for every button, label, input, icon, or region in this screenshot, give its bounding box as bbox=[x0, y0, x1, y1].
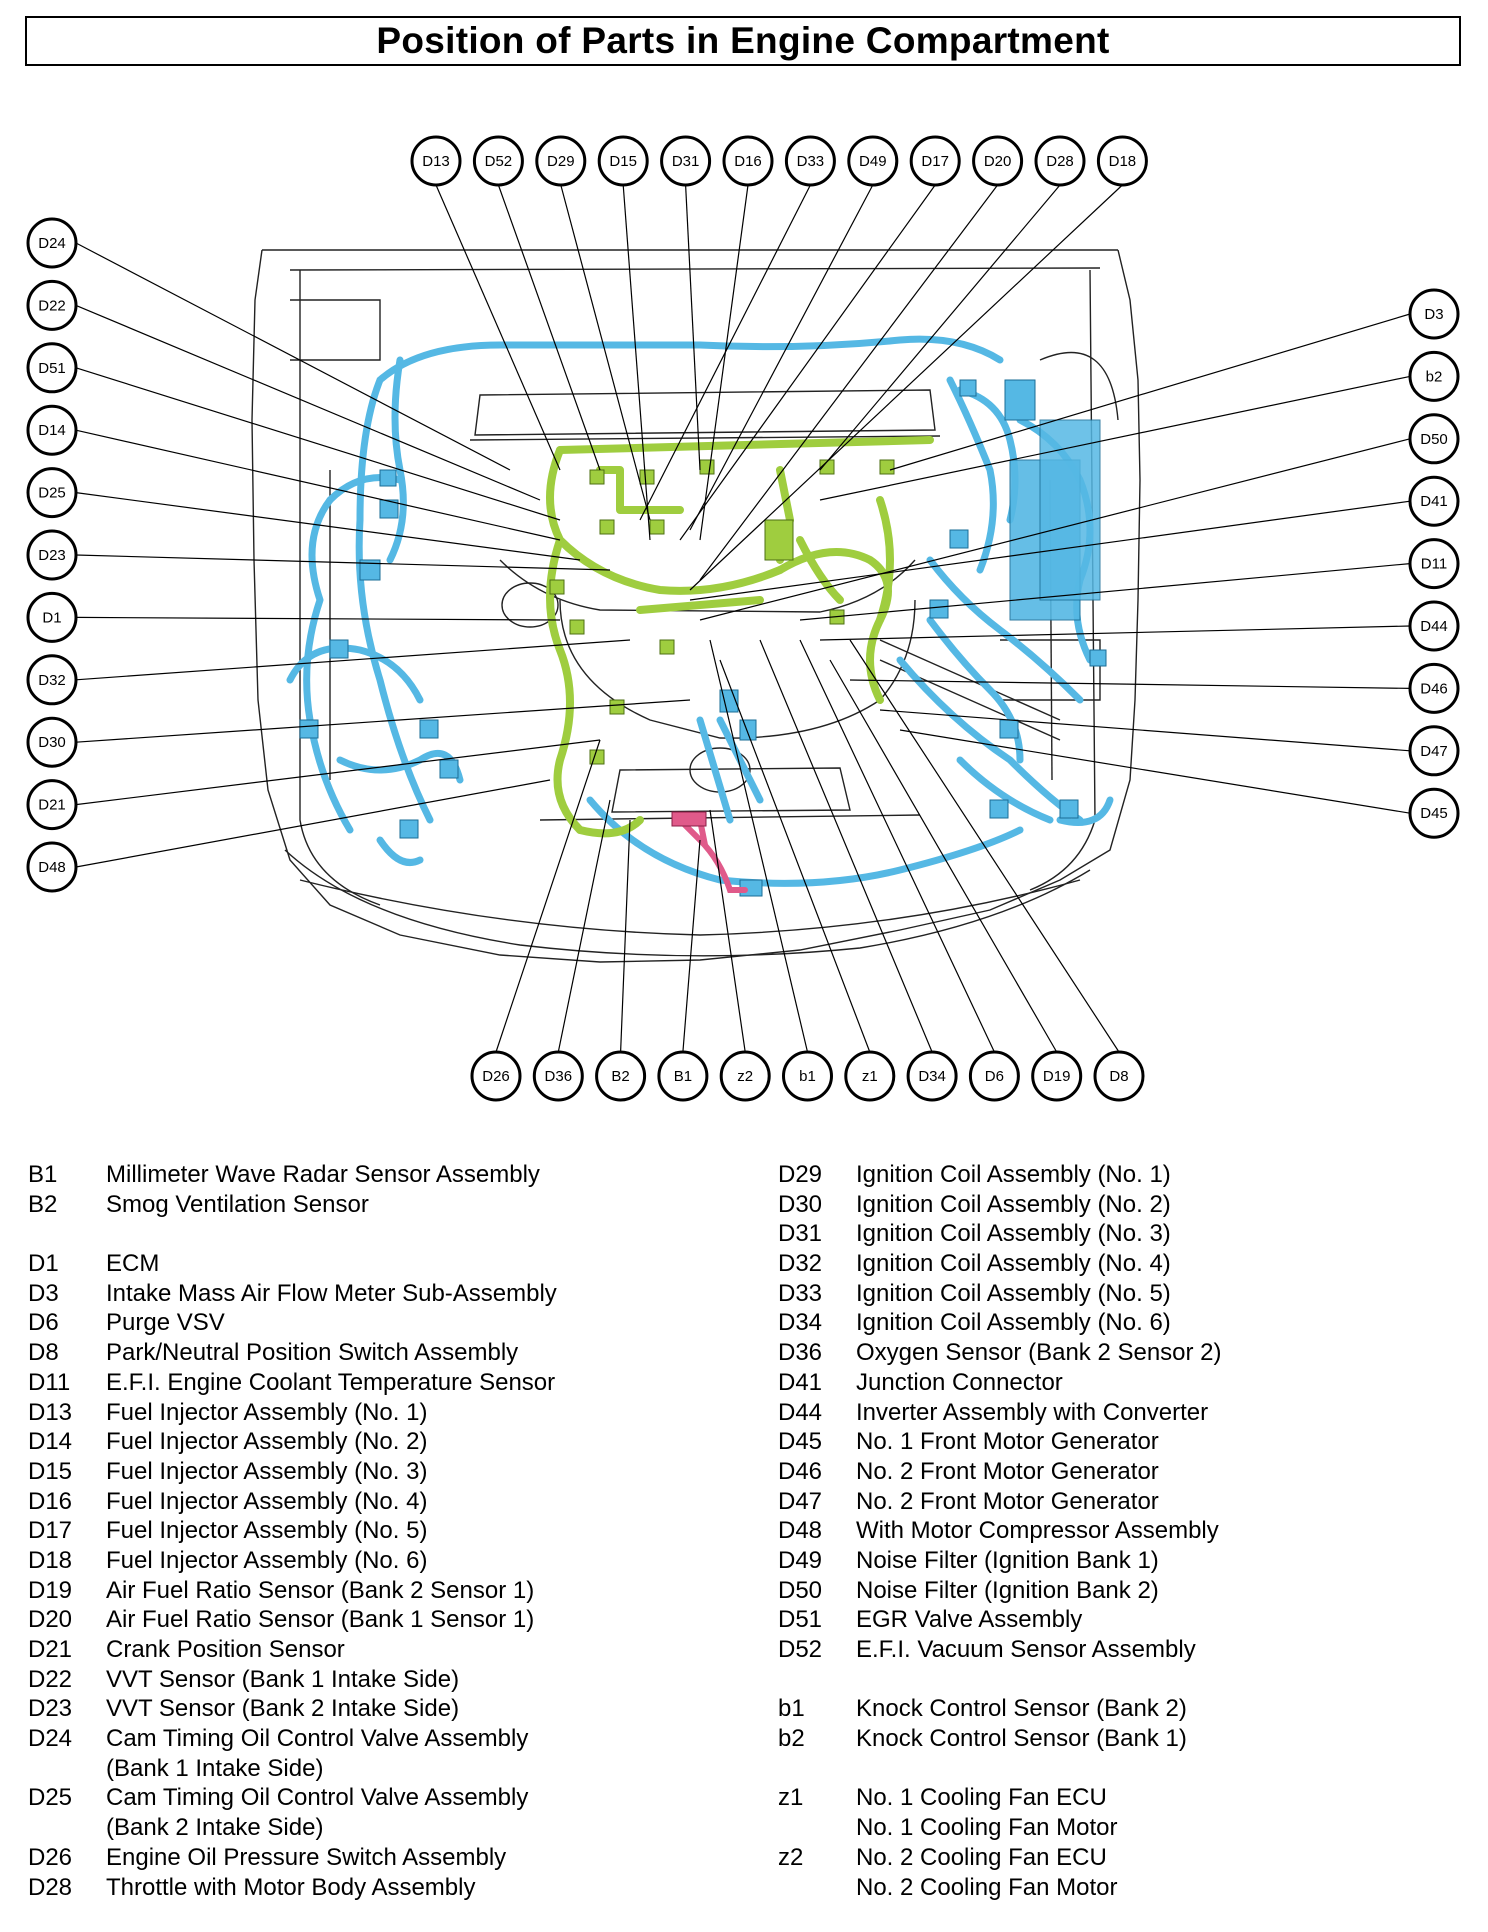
legend-code: D8 bbox=[28, 1339, 59, 1367]
legend-row bbox=[28, 1487, 557, 1517]
callout-d14 bbox=[28, 406, 76, 454]
legend-description: Junction Connector bbox=[856, 1368, 1063, 1396]
legend-code: z2 bbox=[778, 1843, 804, 1871]
legend-description: Throttle with Motor Body Assembly bbox=[106, 1873, 476, 1901]
callout-label: D18 bbox=[1108, 153, 1137, 170]
legend-code: D14 bbox=[28, 1428, 73, 1456]
callout-d17 bbox=[911, 137, 959, 185]
callout-d32 bbox=[28, 656, 76, 704]
legend-description: Millimeter Wave Radar Sensor Assembly bbox=[106, 1161, 540, 1188]
legend-description: Park/Neutral Position Switch Assembly bbox=[106, 1339, 519, 1367]
legend-code: D15 bbox=[28, 1457, 73, 1485]
legend-row bbox=[778, 1487, 1222, 1517]
legend-code: D51 bbox=[778, 1606, 823, 1634]
legend-code: D11 bbox=[28, 1368, 71, 1396]
callout-d29 bbox=[537, 137, 585, 185]
legend-row bbox=[28, 1457, 557, 1487]
legend-description: No. 2 Cooling Fan ECU bbox=[856, 1843, 1107, 1871]
callout-b1 bbox=[784, 1052, 832, 1100]
callout-d23 bbox=[28, 531, 76, 579]
legend-row bbox=[28, 1427, 557, 1457]
legend-description: Fuel Injector Assembly (No. 6) bbox=[106, 1546, 428, 1574]
legend-code: D46 bbox=[778, 1457, 823, 1485]
legend-left-column bbox=[28, 1160, 557, 1902]
callout-label: D11 bbox=[1420, 555, 1448, 573]
leader-line-b1 bbox=[710, 640, 808, 1052]
callout-d15 bbox=[599, 137, 647, 185]
legend-row bbox=[28, 1635, 557, 1665]
callout-d6 bbox=[970, 1052, 1018, 1100]
callout-label: D52 bbox=[484, 153, 513, 170]
legend-description: Smog Ventilation Sensor bbox=[106, 1190, 369, 1218]
red-connector bbox=[672, 812, 706, 826]
callout-d46 bbox=[1410, 664, 1458, 712]
legend-description: E.F.I. Vacuum Sensor Assembly bbox=[856, 1636, 1196, 1663]
legend-description: Knock Control Sensor (Bank 2) bbox=[856, 1695, 1187, 1723]
callout-d36 bbox=[534, 1052, 582, 1100]
legend-description: No. 1 Front Motor Generator bbox=[856, 1428, 1159, 1456]
legend-row bbox=[28, 1694, 557, 1724]
page-title: Position of Parts in Engine Compartment bbox=[376, 20, 1110, 61]
callout-label: D31 bbox=[671, 153, 700, 170]
legend-code bbox=[28, 1754, 106, 1784]
legend-row bbox=[28, 1516, 557, 1546]
leader-line-d22 bbox=[76, 305, 540, 500]
legend-code: D26 bbox=[28, 1843, 73, 1871]
leader-line-d30 bbox=[76, 700, 690, 742]
leader-line-d13 bbox=[436, 185, 560, 470]
callout-d18 bbox=[1098, 137, 1146, 185]
legend-code: D44 bbox=[778, 1398, 823, 1426]
legend-code: D3 bbox=[28, 1279, 59, 1307]
legend-description: Engine Oil Pressure Switch Assembly bbox=[106, 1843, 507, 1871]
callout-label: D33 bbox=[796, 153, 825, 170]
leader-line-d33 bbox=[640, 185, 810, 520]
callout-d3 bbox=[1410, 290, 1458, 338]
legend-spacer bbox=[778, 1665, 1222, 1695]
legend-row bbox=[28, 1605, 557, 1635]
legend-code: B2 bbox=[28, 1190, 58, 1218]
legend-row bbox=[778, 1516, 1222, 1546]
leader-line-b2 bbox=[621, 820, 630, 1052]
leader-line-d6 bbox=[800, 640, 994, 1052]
legend-code: D33 bbox=[778, 1279, 823, 1307]
legend-row bbox=[28, 1160, 557, 1190]
callout-label: B2 bbox=[611, 1068, 630, 1085]
callout-d41 bbox=[1410, 477, 1458, 525]
callout-label: D36 bbox=[544, 1068, 573, 1085]
legend-right-column bbox=[778, 1160, 1222, 1902]
legend-row bbox=[28, 1665, 557, 1695]
green-engine-harness bbox=[550, 440, 930, 833]
callout-label: D19 bbox=[1042, 1068, 1071, 1085]
legend-code: z1 bbox=[778, 1784, 804, 1812]
callout-label: D28 bbox=[1046, 153, 1074, 170]
legend-description: E.F.I. Engine Coolant Temperature Sensor bbox=[106, 1368, 556, 1396]
leader-line-d15 bbox=[623, 185, 650, 540]
callout-d50 bbox=[1410, 415, 1458, 463]
legend-description: With Motor Compressor Assembly bbox=[856, 1517, 1219, 1545]
legend-row bbox=[778, 1843, 1222, 1873]
leader-line-d28 bbox=[820, 185, 1060, 470]
legend-description: (Bank 1 Intake Side) bbox=[106, 1754, 324, 1782]
legend-description: Air Fuel Ratio Sensor (Bank 1 Sensor 1) bbox=[106, 1606, 535, 1634]
legend-spacer bbox=[778, 1754, 1222, 1784]
leader-line-d48 bbox=[76, 780, 550, 867]
callout-label: D21 bbox=[38, 796, 66, 814]
legend-code bbox=[28, 1813, 106, 1843]
callout-label: D41 bbox=[1420, 493, 1448, 511]
legend-row bbox=[778, 1783, 1222, 1813]
leader-line-d44 bbox=[820, 626, 1410, 640]
leader-line-d51 bbox=[76, 368, 560, 520]
callout-d51 bbox=[28, 344, 76, 392]
callout-d30 bbox=[28, 718, 76, 766]
legend-row bbox=[778, 1190, 1222, 1220]
callout-label: b2 bbox=[1425, 368, 1443, 386]
legend-description: Fuel Injector Assembly (No. 3) bbox=[106, 1457, 428, 1485]
callout-label: D30 bbox=[38, 734, 66, 752]
legend-row bbox=[778, 1308, 1222, 1338]
legend-row bbox=[28, 1338, 557, 1368]
legend-code: D25 bbox=[28, 1784, 73, 1812]
callout-label: D13 bbox=[422, 153, 450, 170]
legend-row bbox=[28, 1249, 557, 1279]
legend-description: Air Fuel Ratio Sensor (Bank 2 Sensor 1) bbox=[106, 1576, 535, 1604]
callout-d24 bbox=[28, 219, 76, 267]
legend-code: D28 bbox=[28, 1873, 73, 1901]
legend-description: Inverter Assembly with Converter bbox=[856, 1398, 1209, 1426]
legend-row bbox=[28, 1398, 557, 1428]
callout-label: D34 bbox=[918, 1068, 946, 1085]
callout-leader-lines bbox=[76, 185, 1410, 1052]
callout-label: D15 bbox=[609, 153, 637, 170]
legend-description: Ignition Coil Assembly (No. 5) bbox=[856, 1279, 1171, 1307]
legend-row bbox=[28, 1843, 557, 1873]
leader-line-d23 bbox=[76, 555, 610, 570]
legend-row bbox=[28, 1279, 557, 1309]
legend-description: No. 1 Cooling Fan ECU bbox=[856, 1784, 1107, 1812]
callout-d1 bbox=[28, 593, 76, 641]
leader-line-z2 bbox=[710, 810, 745, 1052]
legend-row bbox=[778, 1427, 1222, 1457]
legend-row bbox=[28, 1873, 557, 1903]
callout-d33 bbox=[786, 137, 834, 185]
legend-code: D24 bbox=[28, 1725, 73, 1753]
legend-description: No. 2 Front Motor Generator bbox=[856, 1457, 1159, 1485]
callout-d22 bbox=[28, 281, 76, 329]
legend-row bbox=[28, 1813, 557, 1843]
leader-line-z1 bbox=[720, 660, 870, 1052]
legend-row bbox=[778, 1160, 1222, 1190]
leader-line-d16 bbox=[700, 185, 748, 540]
legend-row bbox=[778, 1605, 1222, 1635]
legend-description: ECM bbox=[106, 1250, 160, 1278]
legend-code: D30 bbox=[778, 1190, 823, 1218]
legend-row bbox=[778, 1279, 1222, 1309]
legend-description: Knock Control Sensor (Bank 1) bbox=[856, 1725, 1187, 1753]
callout-label: b1 bbox=[799, 1068, 816, 1085]
legend-row bbox=[28, 1308, 557, 1338]
legend-row bbox=[778, 1873, 1222, 1903]
callout-d13 bbox=[412, 137, 460, 185]
legend-code: D13 bbox=[28, 1398, 73, 1426]
leader-line-d52 bbox=[498, 185, 600, 470]
legend-row bbox=[778, 1546, 1222, 1576]
legend-description: Ignition Coil Assembly (No. 6) bbox=[856, 1309, 1171, 1337]
legend-code: D1 bbox=[28, 1250, 59, 1278]
legend-code: b2 bbox=[778, 1725, 805, 1753]
legend-code: D22 bbox=[28, 1665, 73, 1693]
legend-description: Noise Filter (Ignition Bank 1) bbox=[856, 1546, 1159, 1574]
legend-description: Oxygen Sensor (Bank 2 Sensor 2) bbox=[856, 1339, 1222, 1367]
legend-description: Cam Timing Oil Control Valve Assembly bbox=[106, 1725, 529, 1753]
legend-code: D16 bbox=[28, 1487, 73, 1515]
callout-d11 bbox=[1410, 540, 1458, 588]
callout-label: D24 bbox=[38, 235, 66, 252]
legend-row bbox=[778, 1368, 1222, 1398]
callout-d26 bbox=[472, 1052, 520, 1100]
legend-row bbox=[28, 1576, 557, 1606]
callout-label: D29 bbox=[547, 153, 575, 170]
callout-label: z1 bbox=[861, 1068, 878, 1085]
legend-code: D21 bbox=[28, 1636, 73, 1663]
legend-code: D48 bbox=[778, 1517, 823, 1545]
legend-row bbox=[778, 1635, 1222, 1665]
legend-description: No. 2 Front Motor Generator bbox=[856, 1487, 1159, 1515]
callout-d19 bbox=[1033, 1052, 1081, 1100]
callout-b2 bbox=[1410, 352, 1458, 400]
leader-line-d17 bbox=[680, 185, 935, 540]
callout-d8 bbox=[1095, 1052, 1143, 1100]
legend-row bbox=[778, 1576, 1222, 1606]
legend-description: Ignition Coil Assembly (No. 1) bbox=[856, 1161, 1171, 1188]
callout-label: D22 bbox=[38, 297, 66, 315]
legend-description: No. 2 Cooling Fan Motor bbox=[856, 1873, 1118, 1901]
callout-b1 bbox=[659, 1052, 707, 1100]
callout-label: D49 bbox=[859, 153, 887, 170]
legend-description: Fuel Injector Assembly (No. 5) bbox=[106, 1517, 428, 1545]
legend-code: D19 bbox=[28, 1576, 73, 1604]
legend-code: D17 bbox=[28, 1517, 73, 1545]
legend-description: VVT Sensor (Bank 2 Intake Side) bbox=[106, 1695, 460, 1723]
callout-b2 bbox=[597, 1052, 645, 1100]
legend-description: Ignition Coil Assembly (No. 3) bbox=[856, 1220, 1171, 1248]
callout-label: D50 bbox=[1420, 430, 1448, 448]
legend-description: Noise Filter (Ignition Bank 2) bbox=[856, 1576, 1159, 1604]
callout-label: z2 bbox=[737, 1068, 754, 1085]
legend-code: D49 bbox=[778, 1546, 823, 1574]
callout-label: B1 bbox=[673, 1068, 693, 1085]
leader-line-d47 bbox=[880, 710, 1410, 751]
legend-code: D41 bbox=[778, 1368, 823, 1396]
legend-row bbox=[778, 1694, 1222, 1724]
legend-row bbox=[778, 1398, 1222, 1428]
legend-description: Crank Position Sensor bbox=[106, 1636, 345, 1663]
legend-row bbox=[778, 1724, 1222, 1754]
callout-label: D47 bbox=[1420, 742, 1448, 760]
callout-d44 bbox=[1410, 602, 1458, 650]
callout-label: D20 bbox=[983, 153, 1012, 170]
legend-row bbox=[778, 1813, 1222, 1843]
legend-code: D20 bbox=[28, 1606, 73, 1634]
legend-code: D52 bbox=[778, 1636, 823, 1663]
legend-code: b1 bbox=[778, 1695, 805, 1723]
callout-label: D32 bbox=[38, 671, 66, 689]
callout-label: D26 bbox=[482, 1068, 510, 1085]
legend-row bbox=[28, 1754, 557, 1784]
legend-description: No. 1 Cooling Fan Motor bbox=[856, 1814, 1118, 1842]
legend-code: D23 bbox=[28, 1695, 73, 1723]
callout-d34 bbox=[908, 1052, 956, 1100]
callout-d28 bbox=[1036, 137, 1084, 185]
callout-d47 bbox=[1410, 727, 1458, 775]
leader-line-d19 bbox=[830, 660, 1057, 1052]
legend-description: EGR Valve Assembly bbox=[856, 1606, 1083, 1634]
legend-code: D34 bbox=[778, 1309, 823, 1337]
callout-label: D48 bbox=[38, 859, 66, 876]
callout-d31 bbox=[662, 137, 710, 185]
legend-code: D32 bbox=[778, 1250, 823, 1278]
callout-label: D3 bbox=[1424, 306, 1444, 323]
callout-z2 bbox=[721, 1052, 769, 1100]
callout-label: D17 bbox=[921, 153, 949, 170]
callout-d21 bbox=[28, 781, 76, 829]
legend-description: Fuel Injector Assembly (No. 4) bbox=[106, 1487, 428, 1515]
legend-description: Ignition Coil Assembly (No. 2) bbox=[856, 1190, 1171, 1218]
callout-d25 bbox=[28, 469, 76, 517]
callout-label: D46 bbox=[1420, 680, 1448, 698]
legend-description: Ignition Coil Assembly (No. 4) bbox=[856, 1250, 1171, 1278]
legend-description: Cam Timing Oil Control Valve Assembly bbox=[106, 1784, 529, 1812]
legend-row bbox=[28, 1546, 557, 1576]
callout-label: D23 bbox=[38, 547, 66, 564]
legend-code bbox=[778, 1813, 856, 1843]
legend-code: D18 bbox=[28, 1546, 73, 1574]
legend-row bbox=[778, 1457, 1222, 1487]
callout-label: D1 bbox=[42, 609, 62, 627]
legend-code: D50 bbox=[778, 1576, 823, 1604]
legend-spacer bbox=[28, 1219, 557, 1249]
legend-description: (Bank 2 Intake Side) bbox=[106, 1814, 324, 1842]
legend-description: Fuel Injector Assembly (No. 2) bbox=[106, 1428, 428, 1456]
callout-z1 bbox=[846, 1052, 894, 1100]
callout-d48 bbox=[28, 843, 76, 891]
callout-d52 bbox=[474, 137, 522, 185]
legend-code bbox=[778, 1873, 856, 1903]
legend-code: D36 bbox=[778, 1339, 823, 1367]
callout-label: D51 bbox=[38, 359, 66, 377]
callout-d49 bbox=[849, 137, 897, 185]
callout-label: D16 bbox=[734, 153, 762, 170]
leader-line-d21 bbox=[76, 740, 600, 805]
callout-d16 bbox=[724, 137, 772, 185]
legend-row bbox=[778, 1338, 1222, 1368]
legend-code: B1 bbox=[28, 1161, 58, 1188]
legend-description: VVT Sensor (Bank 1 Intake Side) bbox=[106, 1665, 460, 1693]
callout-label: D45 bbox=[1420, 805, 1448, 823]
legend-description: Intake Mass Air Flow Meter Sub-Assembly bbox=[106, 1279, 557, 1307]
legend-row bbox=[28, 1783, 557, 1813]
legend-code: D29 bbox=[778, 1161, 823, 1188]
legend-code: D47 bbox=[778, 1487, 823, 1515]
legend-row bbox=[778, 1219, 1222, 1249]
legend-code: D6 bbox=[28, 1309, 59, 1337]
callout-label: D14 bbox=[38, 422, 66, 440]
legend-row bbox=[28, 1190, 557, 1220]
legend-code: D31 bbox=[778, 1220, 823, 1248]
callout-d20 bbox=[974, 137, 1022, 185]
legend-code: D45 bbox=[778, 1428, 823, 1456]
legend-description: Purge VSV bbox=[106, 1309, 225, 1337]
callout-label: D8 bbox=[1109, 1068, 1129, 1085]
callout-label: D44 bbox=[1420, 618, 1448, 635]
legend-row bbox=[28, 1724, 557, 1754]
callout-label: D6 bbox=[984, 1068, 1004, 1085]
legend-row bbox=[28, 1368, 557, 1398]
callout-label: D25 bbox=[38, 484, 66, 502]
legend-row bbox=[778, 1249, 1222, 1279]
legend-description: Fuel Injector Assembly (No. 1) bbox=[106, 1398, 428, 1426]
callout-d45 bbox=[1410, 789, 1458, 837]
